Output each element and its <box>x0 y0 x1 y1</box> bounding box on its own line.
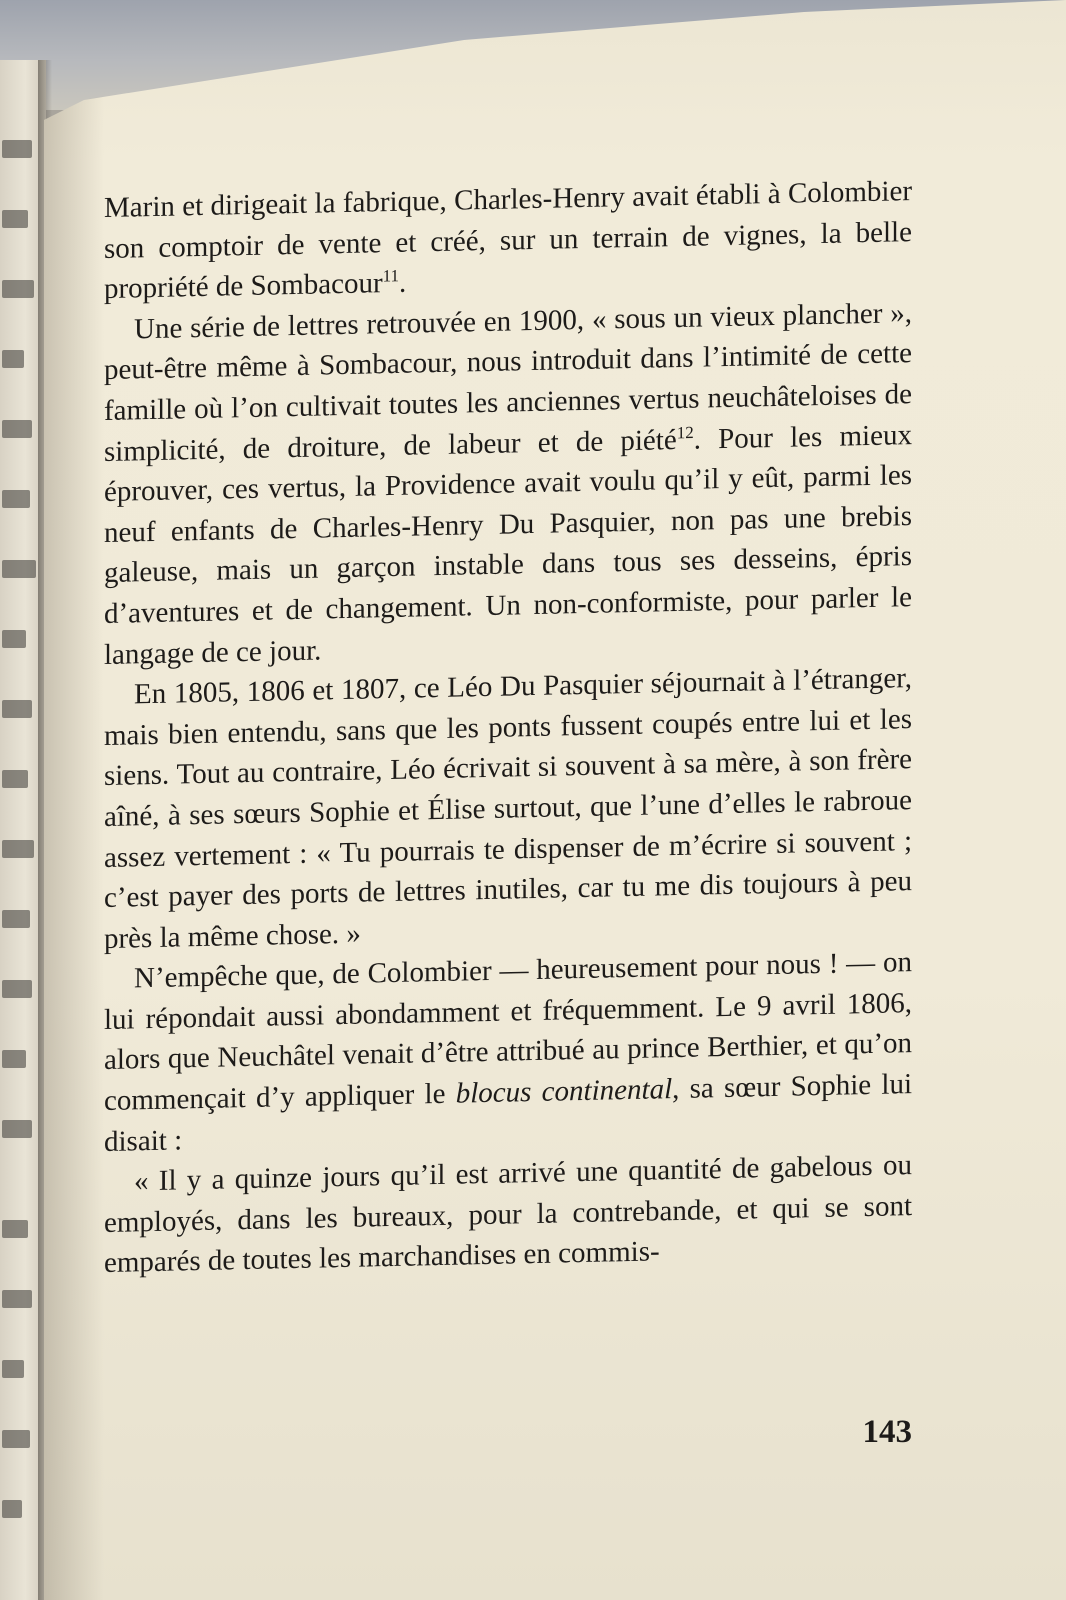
paragraph-5-quote: « Il y a quinze jours qu’il est arrivé une quantité de gabelous ou employés, dans les bureaux, pour la contrebande, et qui se sont emparés de toutes les marchandises en commis- <box>104 1149 912 1280</box>
page-text <box>104 171 912 1284</box>
page-curve-shadow <box>44 0 104 1600</box>
page-number: 143 <box>862 1414 912 1450</box>
paragraph-3: En 1805, 1806 et 1807, ce Léo Du Pasquier séjournait à l’étranger, mais bien entendu, sans que les ponts fussent coupés entre lui et les siens. Tout au contraire, Léo écrivait si souvent à sa mère, à son frère aîné, à ses sœurs Sophie et Élise surtout, que l’une d’elles le rabroue assez vertement : « Tu pourrais te dispenser de m’écrire si souvent ; c’est payer des ports de lettres inutiles, car tu me dis toujours à peu près la même chose. » <box>104 662 912 955</box>
footnote-ref-11: 11 <box>382 266 400 286</box>
italic-blocus-continental: blocus continental <box>455 1073 673 1110</box>
paragraph-1: Marin et dirigeait la fabrique, Charles-Henry avait établi à Colombier son comptoir de vente et créé, sur un terrain de vignes, la belle propriété de Sombacour$^{11}$. <box>104 175 912 306</box>
paragraph-2: Une série de lettres retrouvée en 1900, « sous un vieux plancher », peut-être même à Sombacour, nous introduit dans l’intimité de cette famille où l’on cultivait toutes les anciennes vertus neuchâteloises de simplicité, de droiture, de labeur et de piété$^{12}$. Pour les mieux éprouver, ces vertus, la Providence avait voulu qu’il y eût, parmi les neuf enfants de Charles-Henry Du Pasquier, non pas une brebis galeuse, mais un garçon instable dans tous ses desseins, épris d’aventures et de changement. Un non-conformiste, pour parler le langage de ce jour. <box>104 296 912 671</box>
paragraph-4: N’empêche que, de Colombier — heureusement pour nous ! — on lui répondait aussi abondamment et fréquemment. Le 9 avril 1806, alors que Neuchâtel venait d’être attribué au prince Berthier, et qu’on commençait d’y appliquer le blocus continental, sa sœur Sophie lui disait : <box>104 946 913 1158</box>
footnote-ref-12: 12 <box>676 422 694 442</box>
